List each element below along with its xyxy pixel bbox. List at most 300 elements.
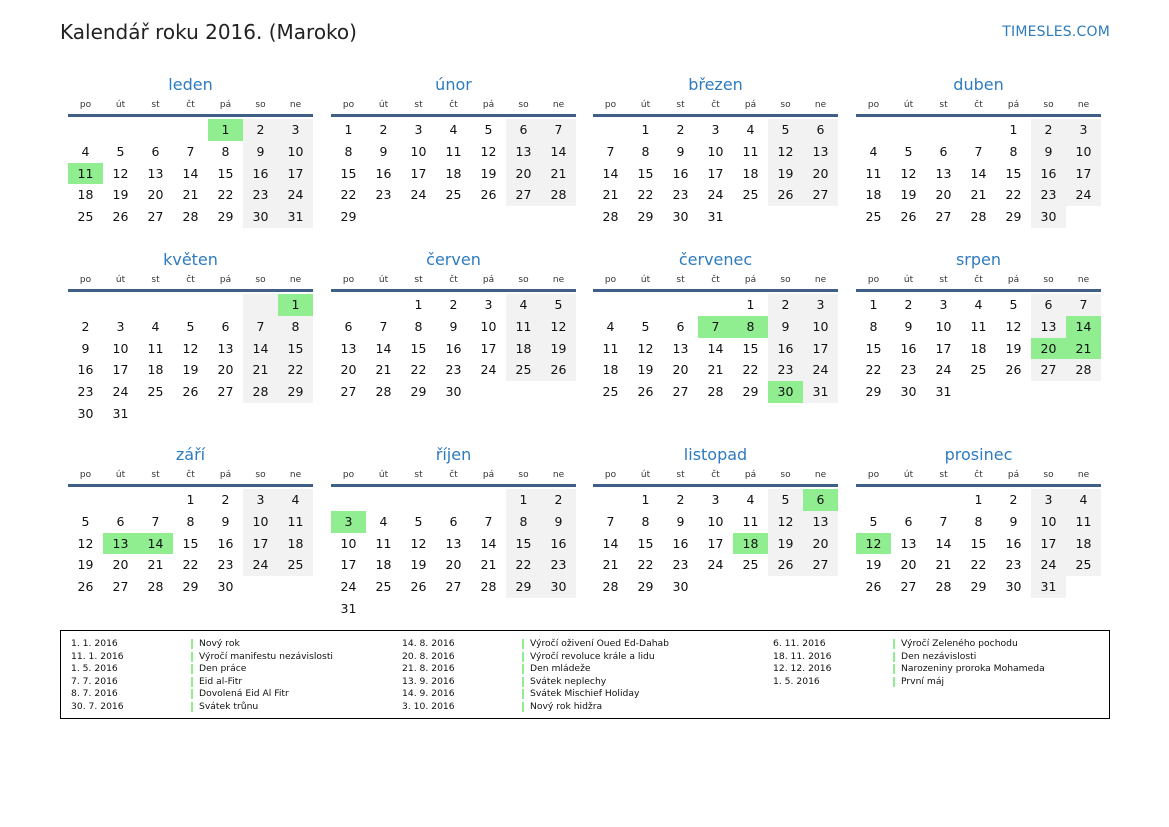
day-cell: 15: [1005, 165, 1022, 181]
day-cell: 1: [414, 297, 423, 312]
weekday-label: po: [342, 100, 355, 110]
month-block: [593, 444, 838, 598]
week-row: [856, 163, 1101, 185]
weekday-label: ne: [289, 100, 302, 110]
week-row: [593, 294, 838, 316]
day-cell: 31: [112, 405, 129, 421]
month-name: leden: [168, 75, 213, 94]
day-cell: 24: [803, 359, 838, 381]
weekday-label: ne: [289, 470, 302, 480]
day-cell: 27: [672, 384, 689, 400]
weekday-header: [68, 273, 313, 289]
empty-day-cell: [803, 206, 838, 228]
day-cell: 4: [151, 318, 160, 334]
weekday-label: st: [939, 470, 948, 480]
day-cell: 7: [151, 513, 160, 529]
weekday-header: [856, 468, 1101, 484]
day-cell: 17: [112, 362, 129, 378]
weekday-label: st: [676, 275, 685, 285]
day-cell: 15: [217, 165, 234, 181]
legend-column-3: [773, 638, 1045, 688]
legend-holiday-name: Den práce: [199, 663, 247, 674]
weekday-header: [331, 273, 576, 289]
month-block: [856, 444, 1101, 598]
holiday-marker: [522, 664, 524, 674]
day-cell: 29: [410, 384, 427, 400]
legend-entry: [773, 638, 1045, 651]
header-rule: [331, 289, 576, 292]
day-cell: 26: [865, 579, 882, 595]
weekday-label: ne: [1077, 275, 1090, 285]
day-cell: 24: [278, 184, 313, 206]
weekday-label: út: [378, 470, 389, 480]
day-cell: 4: [81, 143, 90, 159]
day-cell: 19: [480, 165, 497, 181]
empty-day-cell: [506, 206, 541, 228]
day-cell: 29: [1005, 209, 1022, 225]
weekday-label: so: [780, 100, 791, 110]
empty-day-cell: [803, 576, 838, 598]
day-cell: 25: [77, 209, 94, 225]
week-row: [856, 359, 1101, 381]
day-cell: 16: [445, 340, 462, 356]
empty-day-cell: [173, 294, 208, 316]
day-cell: 28: [935, 579, 952, 595]
empty-day-cell: [243, 576, 278, 598]
week-row: [68, 163, 313, 185]
day-cell: 29: [340, 209, 357, 225]
day-cell: 7: [606, 513, 615, 529]
day-cell: 1: [278, 294, 313, 316]
week-row: [68, 489, 313, 511]
day-cell: 28: [970, 209, 987, 225]
day-cell: 18: [506, 338, 541, 360]
weekday-label: st: [151, 275, 160, 285]
day-cell: 15: [970, 535, 987, 551]
day-cell: 25: [1066, 554, 1101, 576]
day-cell: 6: [803, 119, 838, 141]
weekday-label: po: [604, 100, 617, 110]
week-row: [856, 316, 1101, 338]
day-cell: 21: [602, 187, 619, 203]
day-cell: 16: [672, 165, 689, 181]
day-cell: 8: [221, 143, 230, 159]
day-cell: 14: [480, 535, 497, 551]
day-cell: 15: [637, 535, 654, 551]
weekday-label: pá: [1007, 275, 1020, 285]
legend-holiday-name: Nový rok: [199, 638, 240, 649]
weekday-label: čt: [974, 275, 983, 285]
holiday-marker: [893, 664, 895, 674]
weekday-label: ne: [814, 470, 827, 480]
day-cell: 9: [676, 143, 685, 159]
empty-day-cell: [138, 489, 173, 511]
day-cell: 8: [414, 318, 423, 334]
legend-holiday-name: Narozeniny proroka Mohameda: [901, 663, 1045, 674]
day-cell: 26: [77, 579, 94, 595]
legend-entry: [773, 676, 1045, 689]
day-cell: 23: [541, 554, 576, 576]
day-cell: 14: [182, 165, 199, 181]
week-row: [856, 381, 1101, 403]
day-cell: 17: [707, 535, 724, 551]
weekday-label: st: [414, 100, 423, 110]
empty-day-cell: [996, 381, 1031, 403]
day-cell: 25: [970, 362, 987, 378]
weekday-label: so: [255, 100, 266, 110]
day-cell: 15: [637, 165, 654, 181]
day-cell: 6: [449, 513, 458, 529]
weekday-label: ne: [814, 100, 827, 110]
week-row: [331, 141, 576, 163]
weekday-label: so: [255, 470, 266, 480]
empty-day-cell: [471, 206, 506, 228]
day-cell: 18: [970, 340, 987, 356]
day-cell: 12: [480, 143, 497, 159]
day-cell: 29: [217, 209, 234, 225]
weekday-label: čt: [711, 275, 720, 285]
empty-day-cell: [278, 403, 313, 425]
legend-entry: [71, 701, 333, 714]
day-cell: 22: [637, 557, 654, 573]
month-block: [856, 249, 1101, 403]
day-cell: 3: [711, 122, 720, 137]
empty-day-cell: [138, 294, 173, 316]
day-cell: 28: [480, 579, 497, 595]
day-cell: 10: [1031, 511, 1066, 533]
day-cell: 30: [541, 576, 576, 598]
legend-date: 20. 8. 2016: [402, 650, 455, 662]
day-cell: 15: [182, 535, 199, 551]
empty-day-cell: [366, 206, 401, 228]
legend-date: 6. 11. 2016: [773, 638, 826, 649]
day-cell: 31: [340, 600, 357, 616]
header-rule: [593, 289, 838, 292]
weekday-header: [331, 468, 576, 484]
day-cell: 27: [445, 579, 462, 595]
page-title: Kalendář roku 2016. (Maroko): [60, 20, 357, 44]
day-cell: 30: [768, 381, 803, 403]
site-link[interactable]: TIMESLES.COM: [1002, 24, 1110, 40]
day-cell: 19: [182, 362, 199, 378]
weekday-label: po: [342, 470, 355, 480]
day-cell: 8: [344, 143, 353, 159]
day-cell: 21: [541, 163, 576, 185]
week-row: [331, 576, 576, 598]
day-cell: 17: [340, 557, 357, 573]
day-cell: 4: [606, 318, 615, 334]
empty-day-cell: [628, 294, 663, 316]
empty-day-cell: [961, 381, 996, 403]
day-cell: 9: [1009, 513, 1018, 529]
header-rule: [856, 484, 1101, 487]
day-cell: 26: [637, 384, 654, 400]
header-rule: [593, 484, 838, 487]
legend-entry: [402, 651, 669, 664]
day-cell: 22: [182, 557, 199, 573]
day-cell: 31: [707, 209, 724, 225]
month-name: říjen: [435, 445, 472, 464]
day-cell: 13: [803, 141, 838, 163]
empty-day-cell: [331, 294, 366, 316]
day-cell: 24: [340, 579, 357, 595]
day-cell: 18: [602, 362, 619, 378]
day-cell: 26: [1005, 362, 1022, 378]
legend-date: 7. 7. 2016: [71, 675, 118, 687]
day-cell: 1: [344, 122, 353, 137]
legend-date: 14. 9. 2016: [402, 688, 455, 699]
day-cell: 25: [602, 384, 619, 400]
day-cell: 5: [869, 513, 878, 529]
day-cell: 23: [1031, 184, 1066, 206]
empty-day-cell: [68, 294, 103, 316]
empty-day-cell: [366, 294, 401, 316]
weekday-header: [593, 98, 838, 114]
day-cell: 14: [375, 340, 392, 356]
legend-holiday-name: Den nezávislosti: [901, 650, 977, 662]
day-cell: 27: [935, 209, 952, 225]
day-cell: 11: [742, 143, 759, 159]
weekday-label: po: [604, 275, 617, 285]
weekday-label: pá: [482, 470, 495, 480]
empty-day-cell: [436, 489, 471, 511]
day-cell: 23: [768, 359, 803, 381]
empty-day-cell: [243, 294, 278, 316]
legend-entry: [71, 638, 333, 651]
day-cell: 19: [1005, 340, 1022, 356]
weekday-label: st: [676, 470, 685, 480]
day-cell: 10: [243, 511, 278, 533]
legend-entry: [71, 651, 333, 664]
header-rule: [68, 114, 313, 117]
day-cell: 12: [541, 316, 576, 338]
day-cell: 30: [672, 579, 689, 595]
day-cell: 17: [278, 163, 313, 185]
legend-holiday-name: Eid al-Fitr: [199, 675, 243, 687]
day-cell: 31: [803, 381, 838, 403]
day-cell: 28: [541, 184, 576, 206]
day-cell: 5: [186, 318, 195, 334]
day-cell: 11: [1066, 511, 1101, 533]
day-cell: 22: [865, 362, 882, 378]
legend-entry: [71, 663, 333, 676]
day-cell: 16: [217, 535, 234, 551]
day-cell: 9: [904, 318, 913, 334]
day-cell: 29: [865, 384, 882, 400]
day-cell: 16: [768, 338, 803, 360]
day-cell: 13: [803, 511, 838, 533]
day-cell: 19: [768, 163, 803, 185]
header-rule: [68, 289, 313, 292]
day-cell: 20: [803, 163, 838, 185]
legend-holiday-name: Výročí oživení Oued Ed-Dahab: [530, 638, 669, 649]
week-row: [593, 533, 838, 555]
day-cell: 6: [676, 318, 685, 334]
weekday-label: út: [640, 275, 651, 285]
weekday-header: [856, 98, 1101, 114]
week-row: [68, 381, 313, 403]
weekday-label: st: [414, 470, 423, 480]
weekday-label: so: [518, 275, 529, 285]
legend-date: 30. 7. 2016: [71, 700, 124, 712]
day-cell: 23: [375, 187, 392, 203]
empty-day-cell: [436, 206, 471, 228]
week-row: [593, 554, 838, 576]
day-cell: 2: [676, 122, 685, 137]
weekday-label: ne: [552, 470, 565, 480]
holiday-marker: [191, 702, 193, 712]
day-cell: 8: [186, 513, 195, 529]
week-row: [593, 489, 838, 511]
day-cell: 21: [970, 187, 987, 203]
weekday-label: út: [640, 470, 651, 480]
weekday-label: po: [867, 470, 880, 480]
holiday-marker: [522, 677, 524, 687]
day-cell: 2: [768, 294, 803, 316]
day-cell: 7: [606, 143, 615, 159]
empty-day-cell: [593, 489, 628, 511]
week-row: [593, 381, 838, 403]
day-cell: 17: [410, 165, 427, 181]
day-cell: 13: [935, 165, 952, 181]
legend-entry: [402, 701, 669, 714]
day-cell: 9: [676, 513, 685, 529]
month-name: prosinec: [944, 445, 1013, 464]
weekday-label: so: [1043, 275, 1054, 285]
week-row: [856, 119, 1101, 141]
day-cell: 22: [1005, 187, 1022, 203]
day-cell: 30: [77, 405, 94, 421]
day-cell: 28: [243, 381, 278, 403]
weekday-label: ne: [814, 275, 827, 285]
week-row: [593, 206, 838, 228]
day-cell: 3: [803, 294, 838, 316]
day-cell: 26: [768, 184, 803, 206]
day-cell: 15: [340, 165, 357, 181]
day-cell: 29: [506, 576, 541, 598]
day-cell: 22: [637, 187, 654, 203]
day-cell: 30: [1031, 206, 1066, 228]
empty-day-cell: [68, 489, 103, 511]
weekday-label: po: [79, 470, 92, 480]
day-cell: 9: [243, 141, 278, 163]
week-row: [593, 338, 838, 360]
day-cell: 24: [707, 557, 724, 573]
day-cell: 20: [147, 187, 164, 203]
day-cell: 24: [1066, 184, 1101, 206]
day-cell: 21: [480, 557, 497, 573]
day-cell: 18: [147, 362, 164, 378]
empty-day-cell: [891, 119, 926, 141]
holiday-marker: [522, 689, 524, 699]
week-row: [68, 533, 313, 555]
day-cell: 3: [1031, 489, 1066, 511]
legend-entry: [71, 676, 333, 689]
weekday-label: čt: [449, 275, 458, 285]
day-cell: 28: [1066, 359, 1101, 381]
day-cell: 20: [935, 187, 952, 203]
empty-day-cell: [436, 598, 471, 620]
week-row: [331, 381, 576, 403]
day-cell: 27: [147, 209, 164, 225]
empty-day-cell: [663, 294, 698, 316]
legend-date: 13. 9. 2016: [402, 675, 455, 687]
day-cell: 12: [1005, 318, 1022, 334]
empty-day-cell: [138, 119, 173, 141]
day-cell: 23: [77, 384, 94, 400]
day-cell: 8: [278, 316, 313, 338]
day-cell: 7: [939, 513, 948, 529]
day-cell: 27: [900, 579, 917, 595]
week-row: [331, 316, 576, 338]
day-cell: 20: [900, 557, 917, 573]
day-cell: 28: [147, 579, 164, 595]
day-cell: 20: [506, 163, 541, 185]
day-cell: 18: [865, 187, 882, 203]
day-cell: 29: [278, 381, 313, 403]
day-cell: 4: [278, 489, 313, 511]
day-cell: 1: [641, 492, 650, 507]
week-row: [856, 206, 1101, 228]
day-cell: 3: [243, 489, 278, 511]
weekday-label: so: [1043, 100, 1054, 110]
day-cell: 30: [445, 384, 462, 400]
day-cell: 4: [869, 143, 878, 159]
day-cell: 5: [541, 294, 576, 316]
weekday-label: čt: [974, 100, 983, 110]
day-cell: 29: [637, 579, 654, 595]
weekday-label: ne: [552, 100, 565, 110]
header-rule: [68, 484, 313, 487]
month-name: červenec: [678, 250, 753, 269]
legend-date: 12. 12. 2016: [773, 663, 832, 674]
header-rule: [593, 114, 838, 117]
empty-day-cell: [698, 576, 733, 598]
week-row: [331, 533, 576, 555]
day-cell: 6: [221, 318, 230, 334]
weekday-label: pá: [1007, 470, 1020, 480]
day-cell: 17: [1031, 533, 1066, 555]
month-block: [856, 74, 1101, 228]
day-cell: 13: [217, 340, 234, 356]
day-cell: 2: [1031, 119, 1066, 141]
day-cell: 20: [672, 362, 689, 378]
holiday-marker: [893, 677, 895, 687]
day-cell: 24: [480, 362, 497, 378]
day-cell: 19: [900, 187, 917, 203]
week-row: [331, 184, 576, 206]
day-cell: 17: [803, 338, 838, 360]
week-row: [331, 163, 576, 185]
empty-day-cell: [541, 598, 576, 620]
empty-day-cell: [506, 598, 541, 620]
weekday-label: čt: [974, 470, 983, 480]
day-cell: 2: [1009, 492, 1018, 507]
day-cell: 25: [375, 579, 392, 595]
weekday-label: pá: [219, 100, 232, 110]
week-row: [856, 489, 1101, 511]
day-cell: 8: [869, 318, 878, 334]
day-cell: 6: [939, 143, 948, 159]
day-cell: 22: [506, 554, 541, 576]
day-cell: 10: [480, 318, 497, 334]
empty-day-cell: [1066, 576, 1101, 598]
month-block: [593, 249, 838, 403]
day-cell: 23: [672, 557, 689, 573]
day-cell: 25: [147, 384, 164, 400]
day-cell: 31: [1031, 576, 1066, 598]
empty-day-cell: [961, 119, 996, 141]
